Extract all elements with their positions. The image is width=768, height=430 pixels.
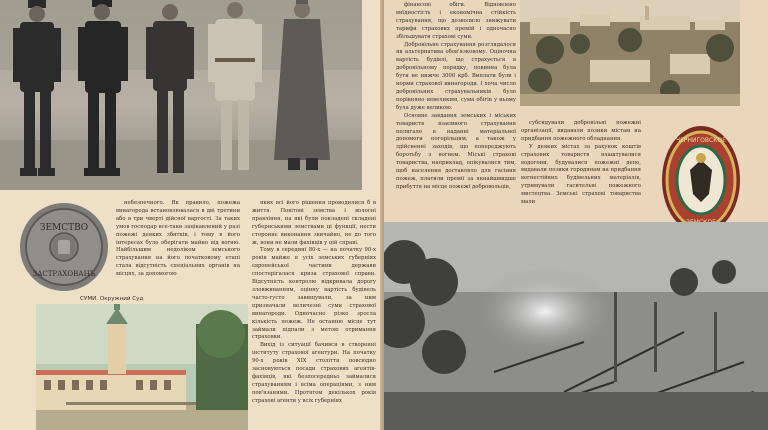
badge-round-bottom-text: ЗАСТРАХОВАНЪ	[32, 270, 96, 278]
photo-sumy-court	[36, 304, 248, 430]
left-col2-para-3: Вихід із ситуації бачився в створенні інституту страхової агентури. На початку 90-х років XIX століття повсюдно засновуються посади страхових агентів-фахівців, які безпосередньо займалися страхуванням і всіма операціями, з ним пов'язаними. Протягом декількох років страхові агенти у всіх губерніях	[252, 342, 376, 404]
left-text-column-1	[116, 200, 240, 279]
left-col2-para-1: яких всі його рішення проводилися б в життя. Повітові земства і волосні правління, на які були покладені складені губернськими земствами ці функції, нести стороннє виконання звичайно, не до того ж, вони не мали фахівців у цій справі.	[252, 200, 376, 246]
badge-round-top-text: ЗЕМСТВО	[39, 223, 89, 233]
right-text-column-1	[396, 2, 516, 192]
right-col1-para-3: Основне завдання земських і міських товариств взаємного страхування полягало в наданні матеріальної допомоги погорільцям, а також у здійсненні заходів, що попереджують боротьбу з вогнем. Міські страхові товариства, наприклад, опікувалися тим, щоб населення доставляло для гасіння пожеж, платили премії за якнайшвидше прибуття на місце пожежі добровольців,	[396, 112, 516, 190]
right-col2-para-2: У деяких містах за рахунок коштів страхових товариств влаштувалися водогони, будувалися пожежні депо, видавали позики городянам на придбання вогнестійких будівельних матеріалів, утримували гасительні пожежного мистецтва. Земські страхові товариства мали	[521, 143, 641, 206]
left-col1-para: небезпечного. Як правило, пожежа винагорода встановлювалася в дві третини або в три чверті дійсної вартості. За таких умов господар все-таки зацікавлений у разі пожежі деяких збитків, і тому в його інтересах було оберігати майно від вогню. Найбільшим недоліком земського страхування на його початковому етапі стала відсутність спеціальних органів на місцях, за допомогою	[116, 200, 240, 278]
badge-chernigov-oval	[660, 124, 742, 236]
left-col2-para-2: Тому в середині 80-х — на початку 90-х років майже в усіх земських губерніях європейської частини держави спостерігалася криза страхової справи. Відсутність контролю відкривала дорогу зловживанням, оцінну вартість будівель часто-густо завищували, за ним призначали величезні суми страхової винагороди. Одночасно різко зросла кількість пожеж. Не останню місце тут займали підпали з метою отримання страховки.	[252, 247, 376, 341]
badge-zemstvo-round	[18, 200, 110, 294]
right-page	[384, 0, 768, 430]
right-col1-para-2: Добровільне страхування розглядалося як альтернатива обов'язковому. Оціночна вартість будівлі, що страхується в добровільному порядку, повинна була бути не нижче 3000 крб. Виплати були і норми страхової винагороди. І хоча число добровільних страхувальників було порівняно невеликим, сума обігів у ньому була дуже великою.	[396, 41, 516, 111]
left-text-column-2	[252, 200, 376, 406]
right-text-column-2	[521, 120, 641, 207]
photo-fire-ruins	[384, 222, 768, 430]
right-col2-para-1: субсидували добровільні пожежні організації, видавали позики містам на придбання пожежного обладнання.	[521, 120, 641, 142]
photo-city-panorama	[520, 0, 740, 106]
badge-oval-top-text: ЧЕРНИГОВСКОЕ	[676, 137, 726, 144]
photo-soldiers	[0, 0, 362, 190]
right-col1-para-1: фінансові обіги. Відновлено виїдностість і економічна стійкість страхування, що дозволило знижувати тарифи страхових премій і одночасно збільшувати страхові суми.	[396, 2, 516, 40]
photo-caption: СУМИ. Окружний Суд	[80, 296, 144, 302]
